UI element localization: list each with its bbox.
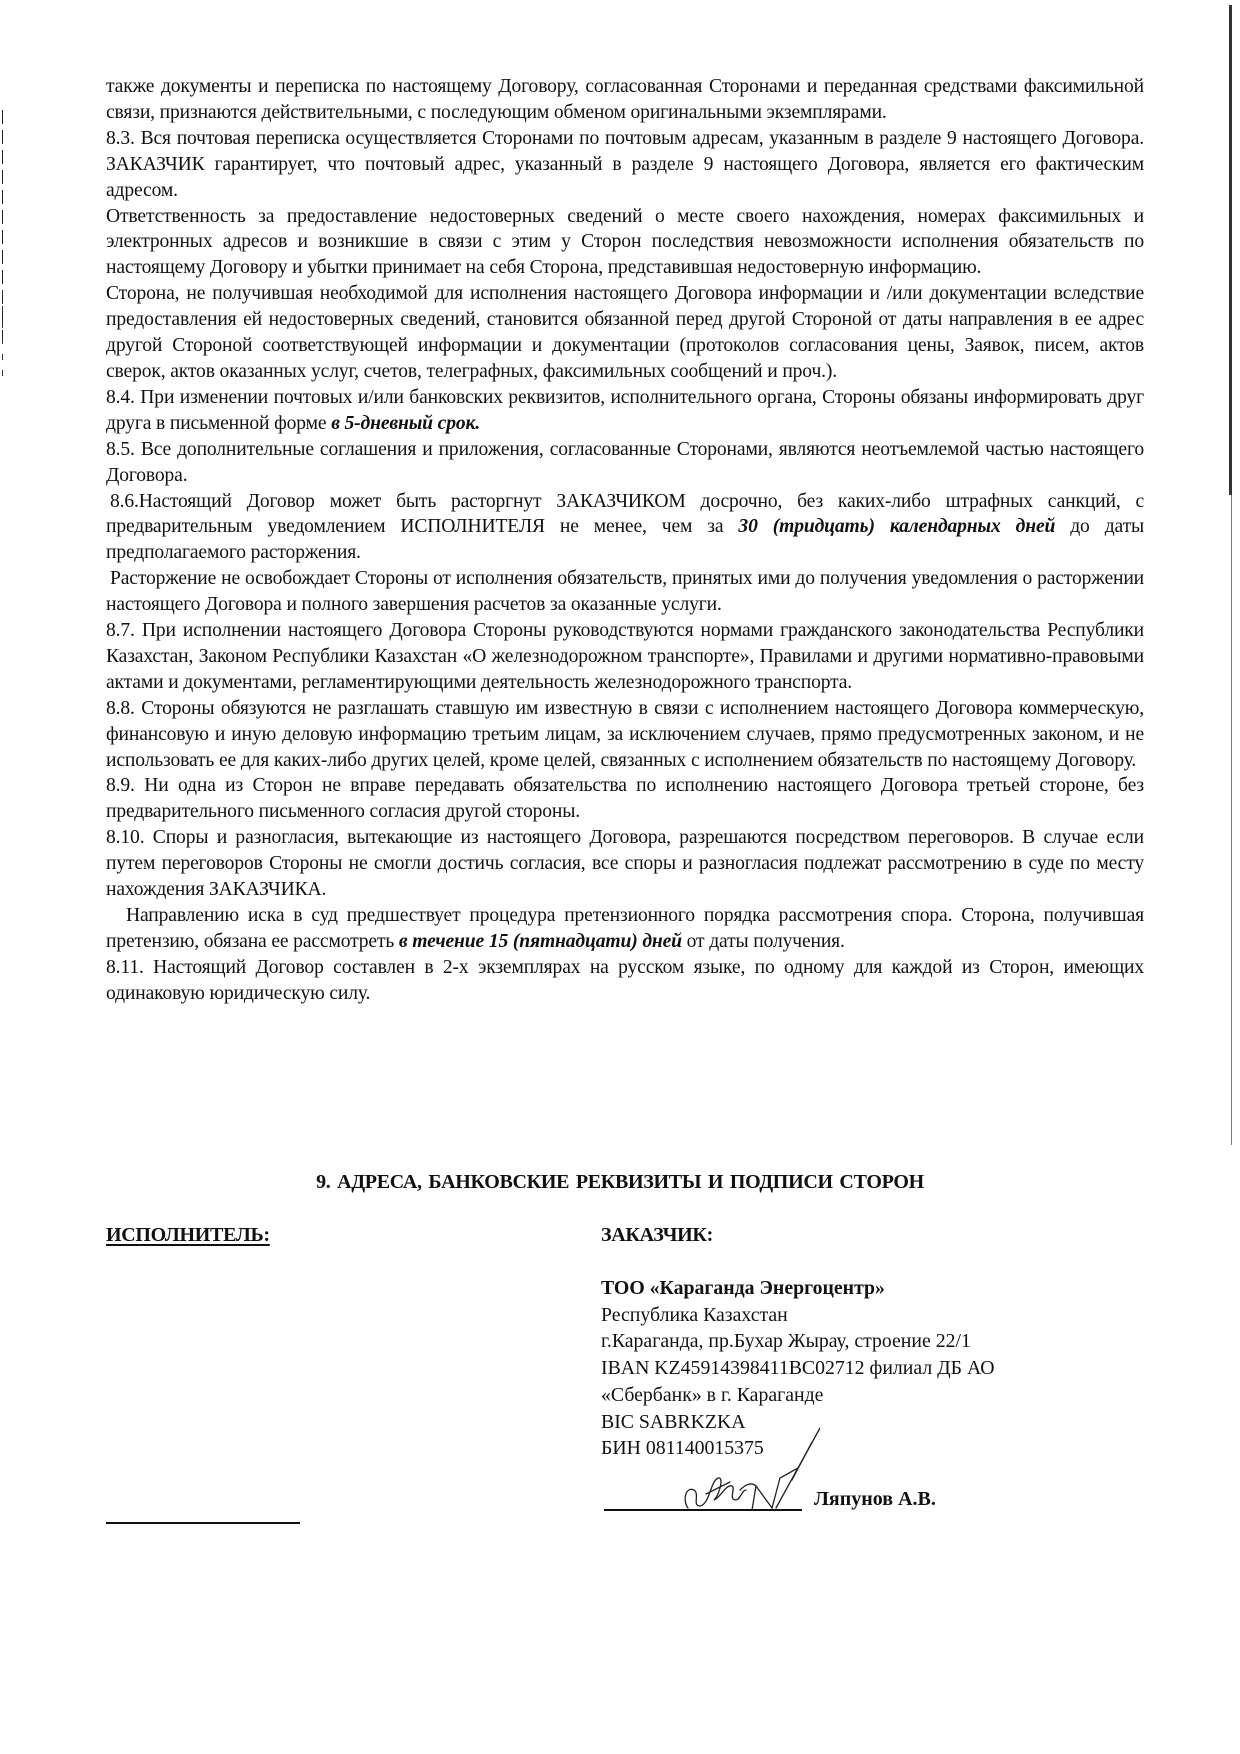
customer-bin: БИН 081140015375 [601, 1437, 764, 1460]
section-9-title: 9. АДРЕСА, БАНКОВСКИЕ РЕКВИЗИТЫ И ПОДПИСИ СТОРОН [316, 1171, 924, 1193]
scan-edge-artifact [1231, 495, 1232, 1145]
executor-label: ИСПОЛНИТЕЛЬ: [106, 1224, 270, 1246]
customer-bank: «Сбербанк» в г. Караганде [601, 1383, 824, 1406]
customer-iban: IBAN KZ45914398411BC02712 филиал ДБ АО [601, 1357, 995, 1380]
clause-8-11: 8.11. Настоящий Договор составлен в 2-х экземплярах на русском языке, по одному для каждой из Сторон, имеющих одинаковую юридическую силу. [106, 956, 1144, 1004]
clause-8-8: 8.8. Стороны обязуются не разглашать ставшую им известную в связи с исполнением настоящего Договора коммерческую, финансовую и иную деловую информацию третьим лицам, за исключением случаев, прямо предусмотренных законом, и не использовать ее для каких-либо других целей, кроме целей, связанных с исполнением обязательств по настоящему Договору. [106, 697, 1144, 771]
paragraph-party-obligation: Сторона, не получившая необходимой для исполнения настоящего Договора информации и /или документации вследствие предоставления ей недостоверных сведений, становится обязанной перед другой Стороной от даты направления в ее адрес другой Стороной соответствующей информации и документации (протоколов согласования цены, Заявок, писем, актов сверок, актов оказанных услуг, счетов, телеграфных, факсимильных сообщений и проч.). [106, 283, 1144, 382]
paragraph-fax-documents: также документы и переписка по настоящему Договору, согласованная Сторонами и переданная средствами факсимильной связи, признаются действительными, с последующим обменом оригинальными экземплярами. [106, 76, 1144, 123]
clause-8-5: 8.5. Все дополнительные соглашения и приложения, согласованные Сторонами, являются неотъемлемой частью настоящего Договора. [106, 438, 1144, 486]
customer-country: Республика Казахстан [601, 1303, 788, 1326]
clause-8-10: 8.10. Споры и разногласия, вытекающие из настоящего Договора, разрешаются посредством переговоров. В случае если путем переговоров Стороны не смогли достичь согласия, все споры и разногласия подлежат рассмотрению в суде по месту нахождения ЗАКАЗЧИКА. [106, 827, 1144, 901]
scan-edge-artifact [1229, 5, 1232, 495]
clause-8-6-tail: до даты предполагаемого расторжения. [106, 516, 1145, 564]
clause-8-3: 8.3. Вся почтовая переписка осуществляется Сторонами по почтовым адресам, указанным в разделе 9 настоящего Договора. ЗАКАЗЧИК гарантирует, что почтовый адрес, указанный в разделе 9 настоящего Договора, является его фактическим адресом. [106, 127, 1144, 201]
customer-company: ТОО «Караганда Энергоцентр» [601, 1277, 885, 1299]
clause-8-7: 8.7. При исполнении настоящего Договора Стороны руководствуются нормами гражданского законодательства Республики Казахстан, Законом Республики Казахстан «О железнодорожном транспорте», Правилами и другими нормативно-правовыми актами и документами, регламентирующими деятельность железнодорожного транспорта. [106, 620, 1144, 693]
paragraph-termination: Расторжение не освобождает Стороны от исполнения обязательств, принятых ими до получения уведомления о расторжении настоящего Договора и полного завершения расчетов за оказанные услуги. [106, 568, 1144, 616]
clause-8-4-text: 8.4. При изменении почтовых и/или банковских реквизитов, исполнительного органа, Стороны обязаны информировать друг друга в письменной форме [106, 386, 1144, 434]
customer-signer-name: Ляпунов А.В. [814, 1488, 936, 1510]
handwritten-signature [680, 1420, 820, 1515]
customer-bic: BIC SABRKZKA [601, 1410, 746, 1433]
scan-edge-artifact [2, 290, 3, 380]
clause-8-4 [106, 385, 1144, 437]
executor-signature-line [106, 1522, 300, 1524]
claim-emphasis: в течение 15 (пятнадцати) дней [398, 930, 682, 952]
clause-8-9: 8.9. Ни одна из Сторон не вправе передавать обязательства по исполнению настоящего Договора третьей стороне, без предварительного письменного согласия другой стороны. [106, 775, 1144, 823]
claim-tail: от даты получения. [681, 930, 845, 952]
customer-label: ЗАКАЗЧИК: [601, 1224, 713, 1246]
paragraph-responsibility: Ответственность за предоставление недостоверных сведений о месте своего нахождения, номерах факсимильных и электронных адресов и возникшие в связи с этим у Сторон последствия невозможности исполнения обязательств по настоящему Договору и убытки принимает на себя Сторона, представившая недостоверную информацию. [106, 205, 1144, 279]
clause-8-4-emphasis: в 5-дневный срок. [331, 412, 481, 434]
clause-8-6-text: 8.6.Настоящий Договор может быть расторгнут ЗАКАЗЧИКОМ досрочно, без каких-либо штрафных санкций, с предварительным уведомлением ИСПОЛНИТЕЛЯ не менее, чем за [106, 490, 1144, 538]
clause-8-6-emphasis: 30 (тридцать) календарных дней [738, 516, 1056, 538]
claim-text: Направлению иска в суд предшествует процедура претензионного порядка рассмотрения спора. Сторона, получившая претензию, обязана ее рассмотреть [106, 905, 1144, 952]
contract-body [106, 74, 1144, 1007]
clause-8-6 [106, 489, 1144, 567]
paragraph-claim-procedure [106, 903, 1144, 955]
customer-address: г.Караганда, пр.Бухар Жырау, строение 22/1 [601, 1330, 971, 1353]
